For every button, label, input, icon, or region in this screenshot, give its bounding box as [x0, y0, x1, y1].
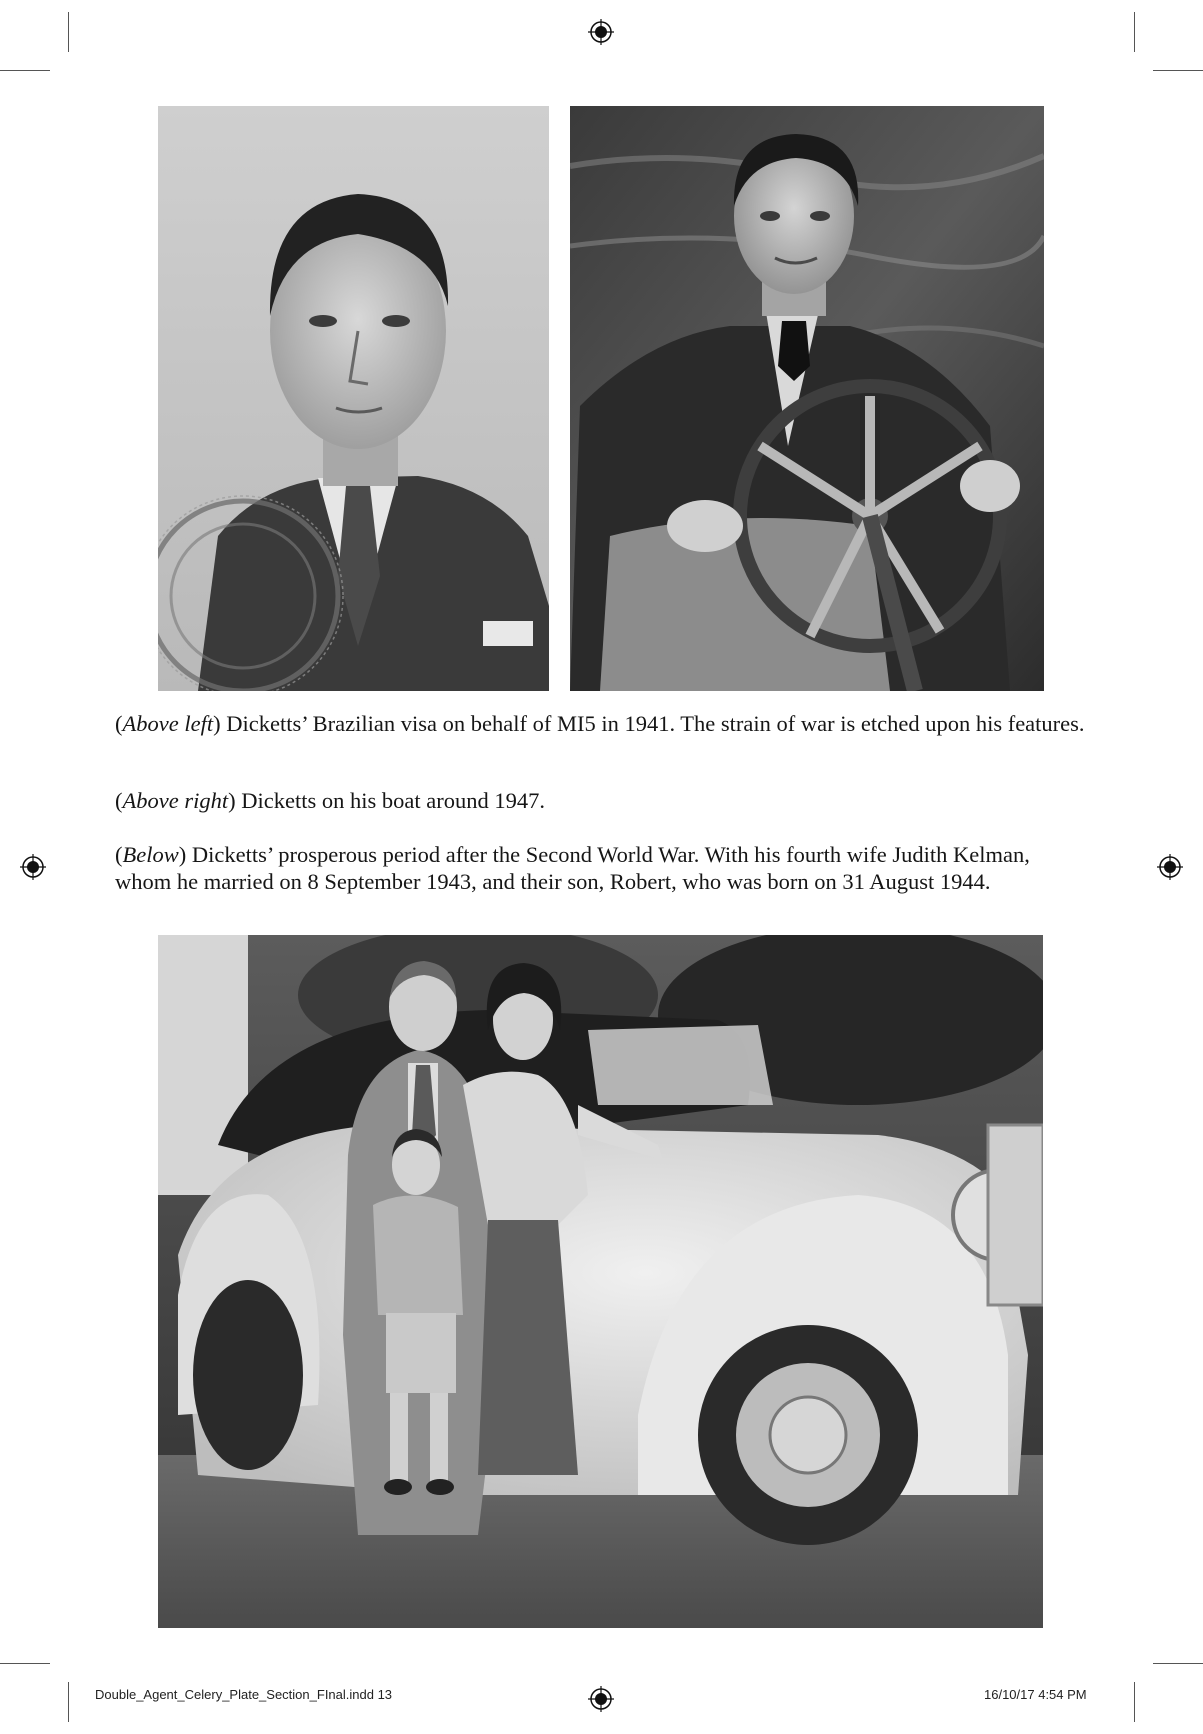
registration-mark-icon [588, 19, 614, 45]
crop-mark [68, 12, 69, 52]
crop-mark [68, 1682, 69, 1722]
caption-text: Dicketts on his boat around 1947. [235, 788, 545, 813]
photo-family-car [158, 935, 1043, 1628]
registration-mark-icon [588, 1686, 614, 1712]
photo-boat-wheel [570, 106, 1044, 691]
caption-label: Above left [122, 711, 214, 736]
caption-below: (Below) Dicketts’ prosperous period after the Second World War. With his fourth wife Judith Kelman, whom he married on 8 September 1943, and their son, Robert, who was born on 31 August 1944. [115, 842, 1030, 894]
registration-mark-icon [20, 854, 46, 880]
crop-mark [0, 1663, 50, 1664]
slug-filename: Double_Agent_Celery_Plate_Section_FInal.indd 13 [95, 1687, 393, 1702]
caption-label: Below [122, 842, 179, 867]
photo-visa-portrait [158, 106, 549, 691]
caption-above-right: (Above right) Dicketts on his boat around 1947. [115, 788, 545, 813]
crop-mark [0, 70, 50, 71]
caption-text: Dicketts’ prosperous period after the Second World War. With his fourth wife Judith Kelman, whom he married on 8 September 1943, and their son, Robert, who was born on 31 August 1944. [115, 842, 1030, 894]
slug-datetime: 16/10/17 4:54 PM [984, 1687, 1087, 1702]
caption-label: Above right [122, 788, 229, 813]
caption-above-left: (Above left) Dicketts’ Brazilian visa on behalf of MI5 in 1941. The strain of war is etched upon his features. [115, 711, 1085, 736]
caption-text: Dicketts’ Brazilian visa on behalf of MI5 in 1941. The strain of war is etched upon his features. [220, 711, 1085, 736]
registration-mark-icon [1157, 854, 1183, 880]
crop-mark [1134, 1682, 1135, 1722]
crop-mark [1153, 1663, 1203, 1664]
crop-mark [1134, 12, 1135, 52]
crop-mark [1153, 70, 1203, 71]
